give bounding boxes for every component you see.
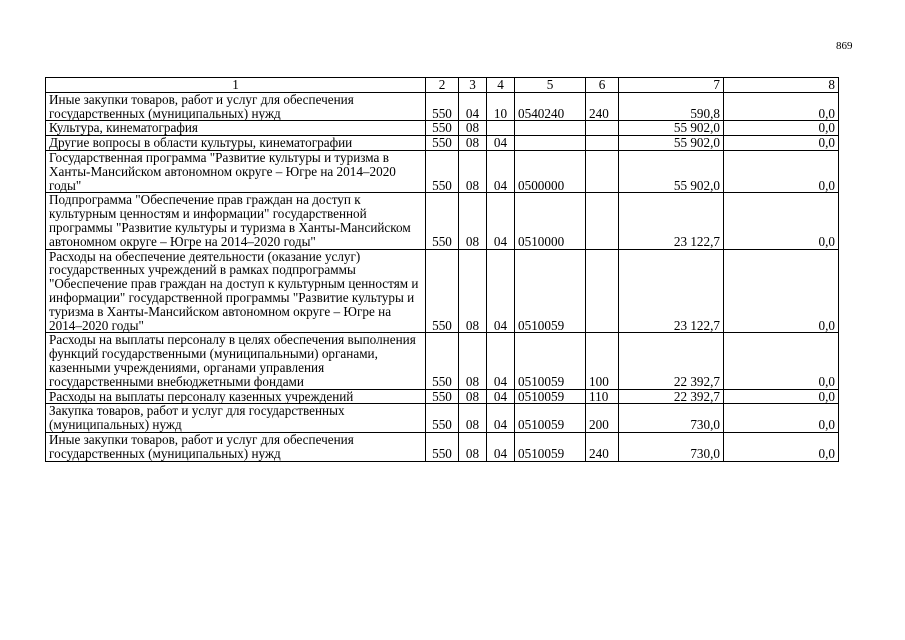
cell-amount: 55 902,0 bbox=[619, 150, 724, 192]
cell-amount: 22 392,7 bbox=[619, 333, 724, 389]
cell-target bbox=[515, 136, 586, 151]
expense-name: Иные закупки товаров, работ и услуг для обеспечения государственных (муниципальных) нужд bbox=[46, 92, 426, 121]
cell-target: 0510059 bbox=[515, 404, 586, 433]
table-row bbox=[46, 432, 839, 461]
table-row bbox=[46, 404, 839, 433]
page-number: 869 bbox=[836, 40, 853, 52]
cell-amount-2: 0,0 bbox=[724, 404, 839, 433]
cell-target: 0510059 bbox=[515, 389, 586, 404]
cell-subsection: 04 bbox=[487, 389, 515, 404]
expense-name: Закупка товаров, работ и услуг для государственных (муниципальных) нужд bbox=[46, 404, 426, 433]
cell-type: 240 bbox=[586, 432, 619, 461]
column-header: 2 bbox=[426, 78, 459, 93]
cell-amount-2: 0,0 bbox=[724, 136, 839, 151]
cell-amount: 23 122,7 bbox=[619, 249, 724, 333]
cell-section: 08 bbox=[459, 193, 487, 249]
cell-amount: 55 902,0 bbox=[619, 136, 724, 151]
cell-section: 08 bbox=[459, 333, 487, 389]
cell-code: 550 bbox=[426, 249, 459, 333]
table-row bbox=[46, 333, 839, 389]
column-header: 1 bbox=[46, 78, 426, 93]
column-header: 8 bbox=[724, 78, 839, 93]
cell-subsection: 04 bbox=[487, 193, 515, 249]
cell-amount-2: 0,0 bbox=[724, 121, 839, 136]
table-header-row bbox=[46, 78, 839, 93]
cell-subsection: 04 bbox=[487, 333, 515, 389]
cell-amount-2: 0,0 bbox=[724, 150, 839, 192]
cell-type: 110 bbox=[586, 389, 619, 404]
cell-type bbox=[586, 249, 619, 333]
cell-type: 200 bbox=[586, 404, 619, 433]
table-row bbox=[46, 121, 839, 136]
table-row bbox=[46, 193, 839, 249]
cell-code: 550 bbox=[426, 136, 459, 151]
cell-target: 0510059 bbox=[515, 432, 586, 461]
cell-type: 100 bbox=[586, 333, 619, 389]
expense-name: Культура, кинематография bbox=[46, 121, 426, 136]
cell-subsection: 04 bbox=[487, 136, 515, 151]
cell-section: 08 bbox=[459, 404, 487, 433]
cell-subsection: 04 bbox=[487, 404, 515, 433]
cell-section: 08 bbox=[459, 389, 487, 404]
cell-target bbox=[515, 121, 586, 136]
cell-type bbox=[586, 136, 619, 151]
cell-code: 550 bbox=[426, 150, 459, 192]
cell-section: 08 bbox=[459, 150, 487, 192]
table-row bbox=[46, 249, 839, 333]
column-header: 3 bbox=[459, 78, 487, 93]
column-header: 4 bbox=[487, 78, 515, 93]
cell-amount: 730,0 bbox=[619, 404, 724, 433]
expense-name: Государственная программа "Развитие культуры и туризма в Ханты-Мансийском автономном округе – Югре на 2014–2020 годы" bbox=[46, 150, 426, 192]
expense-name: Расходы на обеспечение деятельности (оказание услуг) государственных учреждений в рамках подпрограммы "Обеспечение прав граждан на доступ к культурным ценностям и информации" государственной программы "Развитие культуры и туризма в Ханты-Мансийском автономном округе – Югре на 2014–2020 годы" bbox=[46, 249, 426, 333]
table-row bbox=[46, 150, 839, 192]
cell-amount-2: 0,0 bbox=[724, 193, 839, 249]
column-header: 6 bbox=[586, 78, 619, 93]
cell-amount-2: 0,0 bbox=[724, 389, 839, 404]
cell-section: 08 bbox=[459, 136, 487, 151]
expense-name: Иные закупки товаров, работ и услуг для обеспечения государственных (муниципальных) нужд bbox=[46, 432, 426, 461]
cell-target: 0500000 bbox=[515, 150, 586, 192]
budget-table bbox=[45, 77, 839, 462]
cell-subsection: 04 bbox=[487, 432, 515, 461]
expense-name: Другие вопросы в области культуры, кинематографии bbox=[46, 136, 426, 151]
table-row bbox=[46, 389, 839, 404]
cell-amount-2: 0,0 bbox=[724, 92, 839, 121]
cell-amount: 23 122,7 bbox=[619, 193, 724, 249]
expense-name: Подпрограмма "Обеспечение прав граждан на доступ к культурным ценностям и информации" государственной программы "Развитие культуры и туризма в Ханты-Мансийском автономном округе – Югре на 2014–2020 годы" bbox=[46, 193, 426, 249]
cell-code: 550 bbox=[426, 432, 459, 461]
cell-target: 0510000 bbox=[515, 193, 586, 249]
cell-subsection: 04 bbox=[487, 150, 515, 192]
cell-type bbox=[586, 193, 619, 249]
cell-type bbox=[586, 121, 619, 136]
cell-amount-2: 0,0 bbox=[724, 249, 839, 333]
column-header: 5 bbox=[515, 78, 586, 93]
cell-type: 240 bbox=[586, 92, 619, 121]
table-row bbox=[46, 136, 839, 151]
cell-target: 0510059 bbox=[515, 333, 586, 389]
cell-code: 550 bbox=[426, 333, 459, 389]
cell-subsection bbox=[487, 121, 515, 136]
expense-name: Расходы на выплаты персоналу казенных учреждений bbox=[46, 389, 426, 404]
cell-amount-2: 0,0 bbox=[724, 333, 839, 389]
cell-subsection: 04 bbox=[487, 249, 515, 333]
cell-amount-2: 0,0 bbox=[724, 432, 839, 461]
cell-type bbox=[586, 150, 619, 192]
cell-amount: 730,0 bbox=[619, 432, 724, 461]
cell-code: 550 bbox=[426, 389, 459, 404]
cell-code: 550 bbox=[426, 121, 459, 136]
cell-amount: 55 902,0 bbox=[619, 121, 724, 136]
cell-code: 550 bbox=[426, 92, 459, 121]
expense-name: Расходы на выплаты персоналу в целях обеспечения выполнения функций государственными (муниципальными) органами, казенными учреждениями, органами управления государственными внебюджетными фондами bbox=[46, 333, 426, 389]
cell-section: 08 bbox=[459, 432, 487, 461]
column-header: 7 bbox=[619, 78, 724, 93]
cell-subsection: 10 bbox=[487, 92, 515, 121]
cell-amount: 22 392,7 bbox=[619, 389, 724, 404]
cell-target: 0510059 bbox=[515, 249, 586, 333]
cell-code: 550 bbox=[426, 404, 459, 433]
cell-section: 08 bbox=[459, 121, 487, 136]
cell-amount: 590,8 bbox=[619, 92, 724, 121]
table-row bbox=[46, 92, 839, 121]
cell-target: 0540240 bbox=[515, 92, 586, 121]
cell-section: 04 bbox=[459, 92, 487, 121]
cell-code: 550 bbox=[426, 193, 459, 249]
cell-section: 08 bbox=[459, 249, 487, 333]
